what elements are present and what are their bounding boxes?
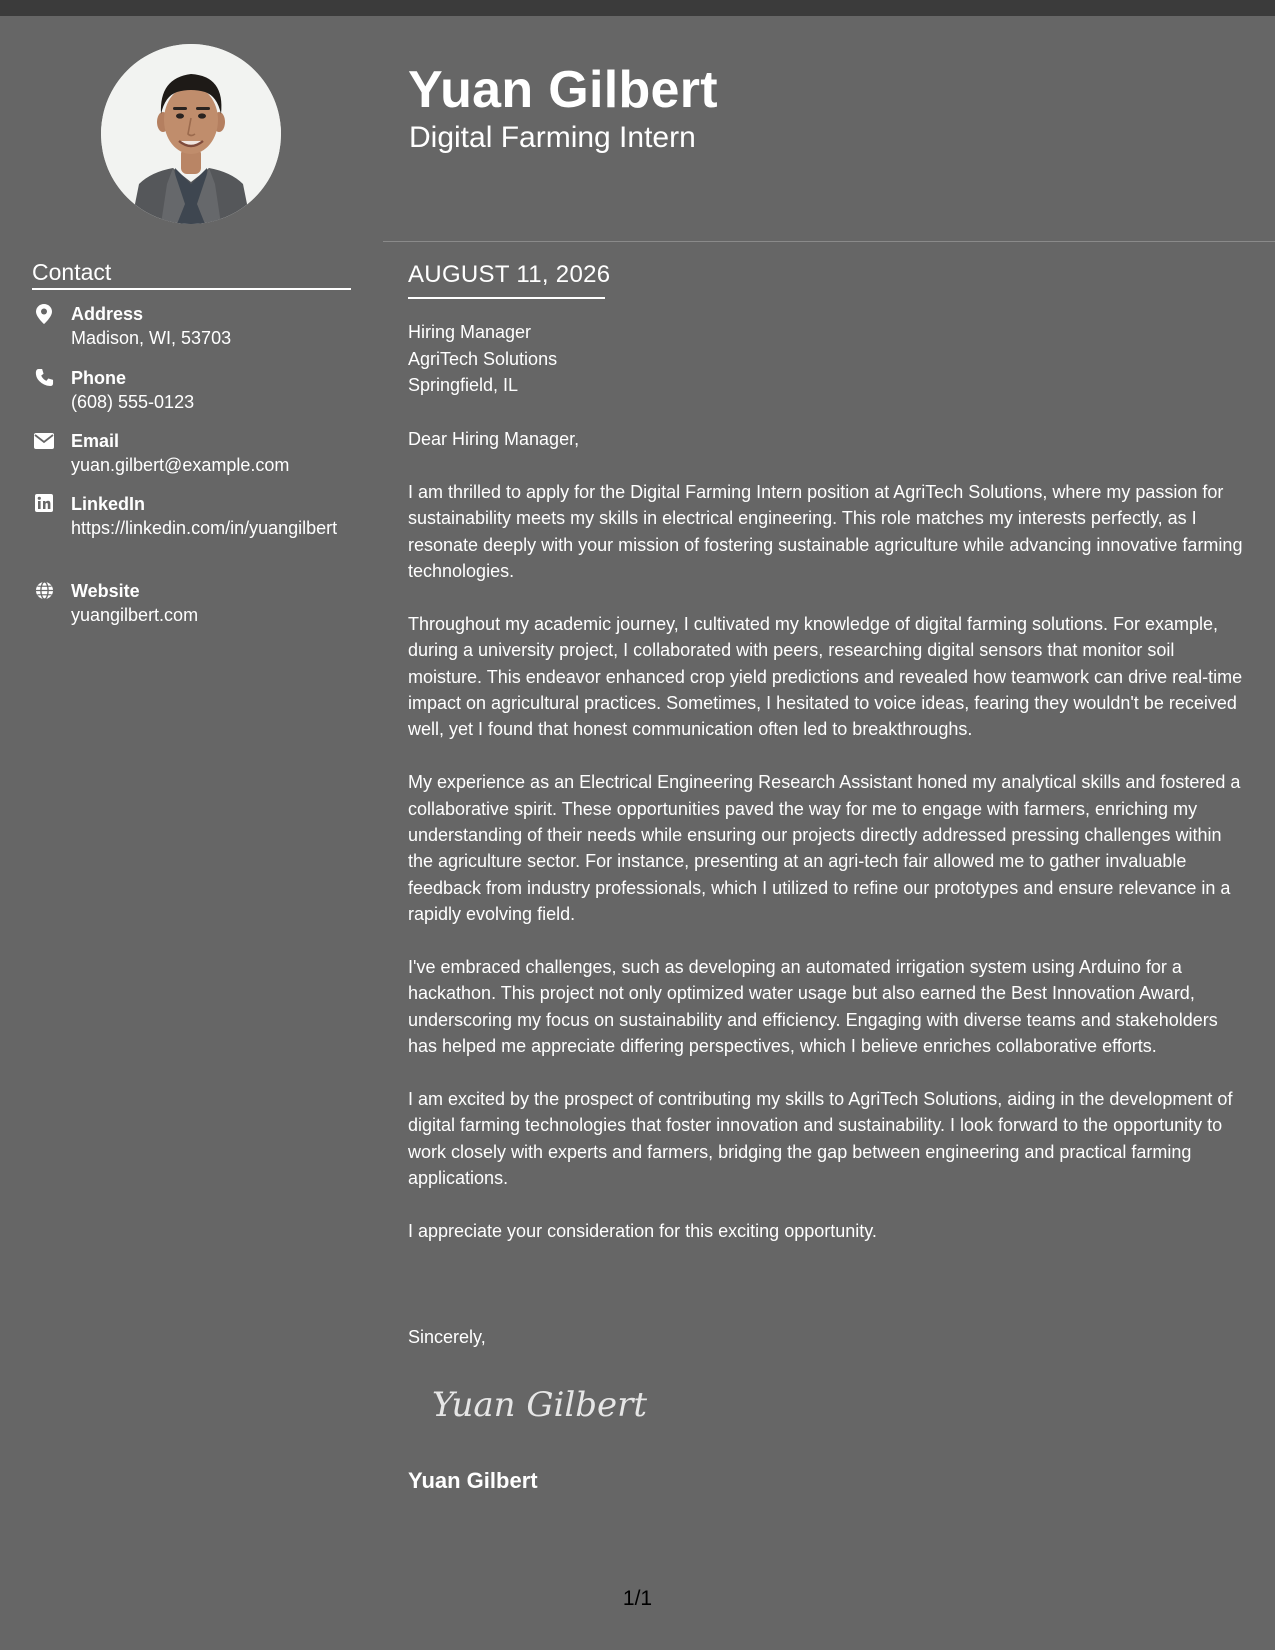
letter-paragraph: I am thrilled to apply for the Digital Farming Intern position at AgriTech Solutions, where my passion for sustainability meets my skills in electrical engineering. This role matches my interests perfectly, as I resonate deeply with your mission of fostering sustainable agriculture while advancing innovative farming technologies.	[408, 481, 1243, 582]
candidate-role: Digital Farming Intern	[409, 121, 696, 154]
linkedin-icon	[32, 494, 56, 516]
closing: Sincerely,	[408, 1327, 486, 1347]
envelope-icon	[32, 431, 56, 453]
letter-body	[408, 426, 1244, 1271]
page-number: 1/1	[622, 1587, 653, 1610]
contact-address-label: Address	[71, 304, 144, 324]
header-divider	[383, 241, 1275, 242]
recipient-block	[408, 319, 557, 399]
letter-date: AUGUST 11, 2026	[408, 261, 611, 288]
recipient-location: Springfield, IL	[408, 375, 519, 395]
letter-paragraph: I appreciate your consideration for this exciting opportunity.	[408, 1221, 877, 1242]
cover-letter-page	[0, 16, 1275, 1650]
contact-website-label: Website	[71, 581, 140, 601]
globe-icon	[32, 581, 56, 603]
recipient-title: Hiring Manager	[408, 322, 532, 342]
letter-paragraph: I am excited by the prospect of contributing my skills to AgriTech Solutions, aiding in the development of digital farming technologies that foster innovation and sustainability. I look forward to the opportunity to work closely with experts and farmers, bridging the gap between engineering and practical farming applications.	[408, 1089, 1233, 1189]
date-underline	[408, 297, 605, 299]
handwritten-signature	[428, 1378, 648, 1433]
contact-email-value: yuan.gilbert@example.com	[71, 455, 290, 475]
contact-address-value: Madison, WI, 53703	[71, 328, 232, 348]
candidate-name: Yuan Gilbert	[408, 61, 718, 119]
phone-icon	[32, 368, 56, 390]
salutation: Dear Hiring Manager,	[408, 429, 580, 449]
letter-paragraph: Throughout my academic journey, I cultivated my knowledge of digital farming solutions. For example, during a university project, I collaborated with peers, researching digital sensors that monitor soil moisture. This endeavor enhanced crop yield predictions and revealed how teamwork can drive real-time impact on agricultural practices. Sometimes, I hesitated to voice ideas, fearing they wouldn't be received well, yet I found that honest communication often led to breakthroughs.	[408, 613, 1243, 740]
map-pin-icon	[32, 304, 56, 326]
profile-photo	[101, 44, 281, 224]
contact-phone-label: Phone	[71, 368, 127, 388]
letter-paragraph: I've embraced challenges, such as developing an automated irrigation system using Arduino for a hackathon. This project not only optimized water usage but also earned the Best Innovation Award, underscoring my focus on sustainability and efficiency. Engaging with diverse teams and stakeholders has helped me appreciate differing perspectives, which I believe enriches collaborative efforts.	[408, 957, 1218, 1057]
top-bar	[0, 0, 1275, 16]
contact-website-value[interactable]: yuangilbert.com	[71, 605, 199, 625]
contact-heading: Contact	[32, 259, 112, 285]
contact-divider	[32, 288, 351, 290]
contact-email-label: Email	[71, 431, 120, 451]
contact-phone-value: (608) 555-0123	[71, 392, 195, 412]
signed-name: Yuan Gilbert	[408, 1468, 538, 1493]
letter-paragraph: My experience as an Electrical Engineering Research Assistant honed my analytical skills and fostered a collaborative spirit. These opportunities paved the way for me to engage with farmers, enriching my understanding of their needs while ensuring our projects directly addressed pressing challenges within the agriculture sector. For instance, presenting at an agri-tech fair allowed me to gather invaluable feedback from industry professionals, which I utilized to refine our prototypes and ensure relevance in a rapidly evolving field.	[408, 772, 1241, 925]
contact-linkedin-value[interactable]: https://linkedin.com/in/yuangilbert	[71, 518, 338, 538]
signature-text: Yuan Gilbert	[432, 1385, 648, 1425]
recipient-company: AgriTech Solutions	[408, 348, 558, 369]
contact-linkedin-label: LinkedIn	[71, 494, 146, 514]
